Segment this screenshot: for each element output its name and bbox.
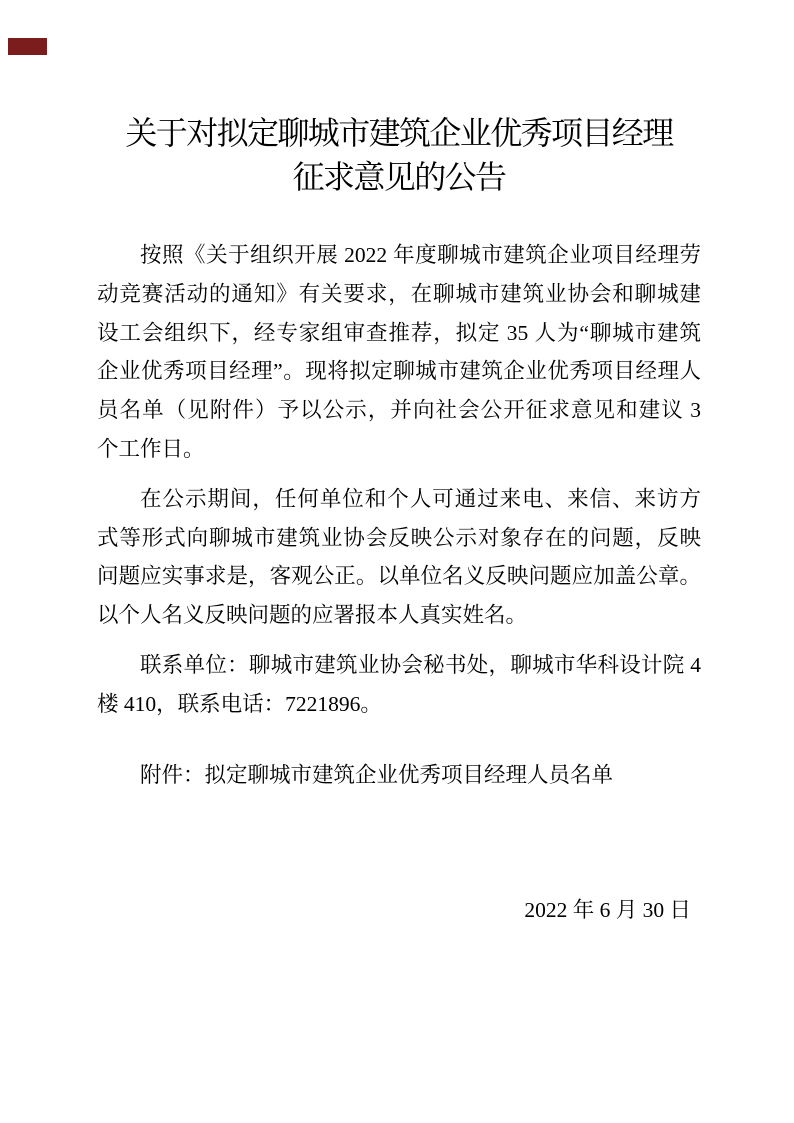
- body-line: 企业优秀项目经理”。现将拟定聊城市建筑企业优秀项目经理人: [97, 359, 701, 384]
- body-line: 以个人名义反映问题的应署报本人真实姓名。: [97, 603, 528, 628]
- body-line: 员名单（见附件）予以公示，并向社会公开征求意见和建议 3: [97, 398, 701, 423]
- title-line-1: 关于对拟定聊城市建筑企业优秀项目经理: [125, 115, 673, 151]
- title-line-2: 征求意见的公告: [292, 159, 506, 195]
- body-line: 联系单位：聊城市建筑业协会秘书处，聊城市华科设计院 4: [140, 652, 701, 677]
- document-title: [97, 111, 701, 199]
- paragraph-1: [97, 236, 701, 469]
- body-line: 按照《关于组织开展 2022 年度聊城市建筑企业项目经理劳: [140, 243, 701, 267]
- date-line: 2022 年 6 月 30 日: [524, 898, 691, 923]
- body-line: 个工作日。: [97, 436, 205, 461]
- attachment-line: 附件：拟定聊城市建筑企业优秀项目经理人员名单: [140, 762, 614, 787]
- body-line: 楼 410，联系电话：7221896。: [97, 691, 382, 716]
- attachment-section: [97, 756, 701, 795]
- body-line: 在公示期间，任何单位和个人可通过来电、来信、来访方: [140, 486, 701, 511]
- body-line: 式等形式向聊城市建筑业协会反映公示对象存在的问题，反映: [97, 525, 701, 550]
- body-line: 问题应实事求是，客观公正。以单位名义反映问题应加盖公章。: [97, 564, 701, 589]
- paragraph-3: [97, 646, 701, 724]
- paragraph-2: [97, 480, 701, 635]
- body-line: 设工会组织下，经专家组审查推荐，拟定 35 人为“聊城市建筑: [97, 320, 701, 345]
- body-line: 动竞赛活动的通知》有关要求，在聊城市建筑业协会和聊城建: [97, 281, 701, 306]
